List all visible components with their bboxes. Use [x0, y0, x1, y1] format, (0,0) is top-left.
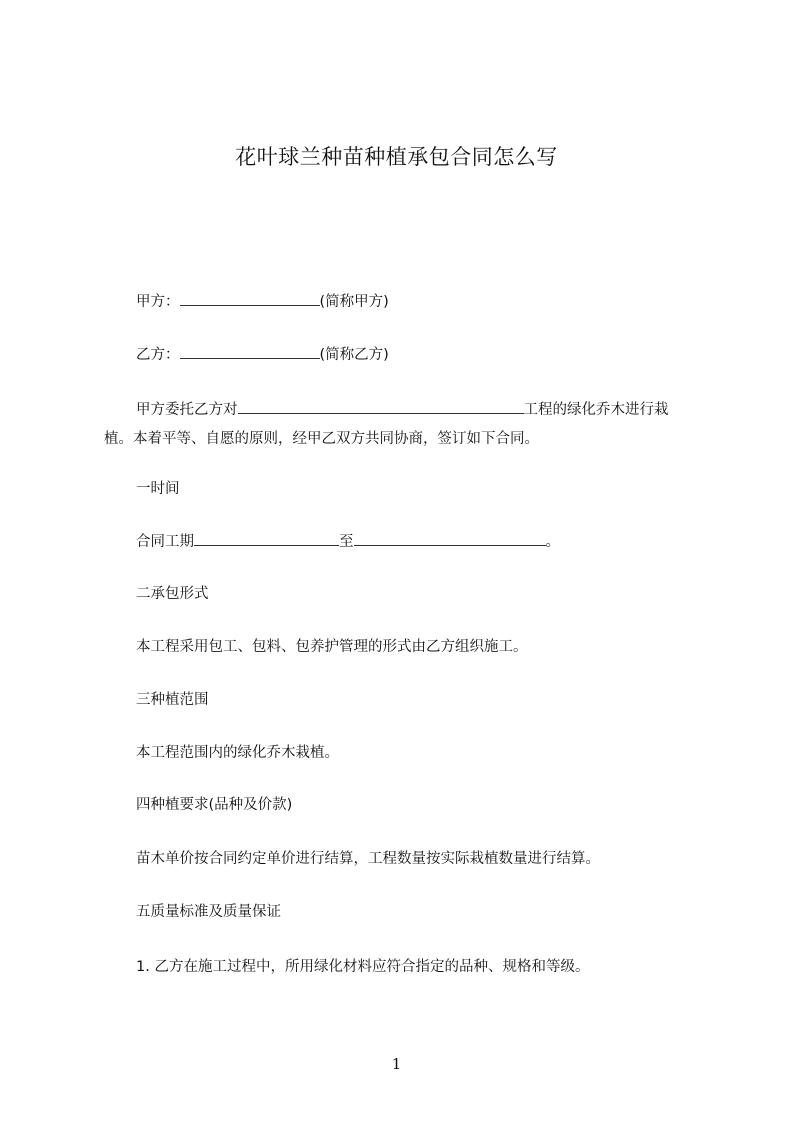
project-name-blank: [238, 399, 524, 414]
party-b-line: [136, 344, 389, 365]
document-title: 花叶球兰种苗种植承包合同怎么写: [235, 145, 558, 169]
period-end: 。: [545, 534, 560, 550]
intro-middle: 工程的绿化乔木进行栽: [523, 402, 669, 418]
section-3-heading: 三种植范围: [136, 692, 209, 708]
section-5-item-1: 1. 乙方在施工过程中，所用绿化材料应符合指定的品种、规格和等级。: [136, 959, 590, 975]
intro-line-2: 植。本着平等、自愿的原则，经甲乙双方共同协商，签订如下合同。: [104, 431, 539, 447]
page-number: 1: [391, 1055, 402, 1073]
period-to: 至: [339, 534, 354, 550]
contract-period-line: [136, 531, 560, 552]
party-a-label: 甲方：: [136, 294, 180, 310]
party-b-suffix: (简称乙方): [319, 347, 389, 363]
intro-prefix: 甲方委托乙方对: [136, 402, 238, 418]
intro-paragraph: [104, 396, 714, 454]
section-4-heading: 四种植要求(品种及价款): [136, 797, 293, 813]
section-3-body: 本工程范围内的绿化乔木栽植。: [136, 745, 339, 761]
period-start-blank: [194, 531, 339, 546]
intro-line-1: [104, 396, 714, 425]
section-1-heading: 一时间: [136, 481, 180, 497]
party-a-suffix: (简称甲方): [319, 294, 389, 310]
party-a-line: [136, 291, 389, 312]
period-end-blank: [354, 531, 546, 546]
section-2-heading: 二承包形式: [136, 586, 209, 602]
party-a-blank: [180, 291, 320, 306]
party-b-label: 乙方：: [136, 347, 180, 363]
party-b-blank: [180, 344, 320, 359]
section-4-body: 苗木单价按合同约定单价进行结算，工程数量按实际栽植数量进行结算。: [136, 851, 600, 867]
section-2-body: 本工程采用包工、包料、包养护管理的形式由乙方组织施工。: [136, 639, 528, 655]
section-5-heading: 五质量标准及质量保证: [136, 904, 281, 920]
period-prefix: 合同工期: [136, 534, 194, 550]
